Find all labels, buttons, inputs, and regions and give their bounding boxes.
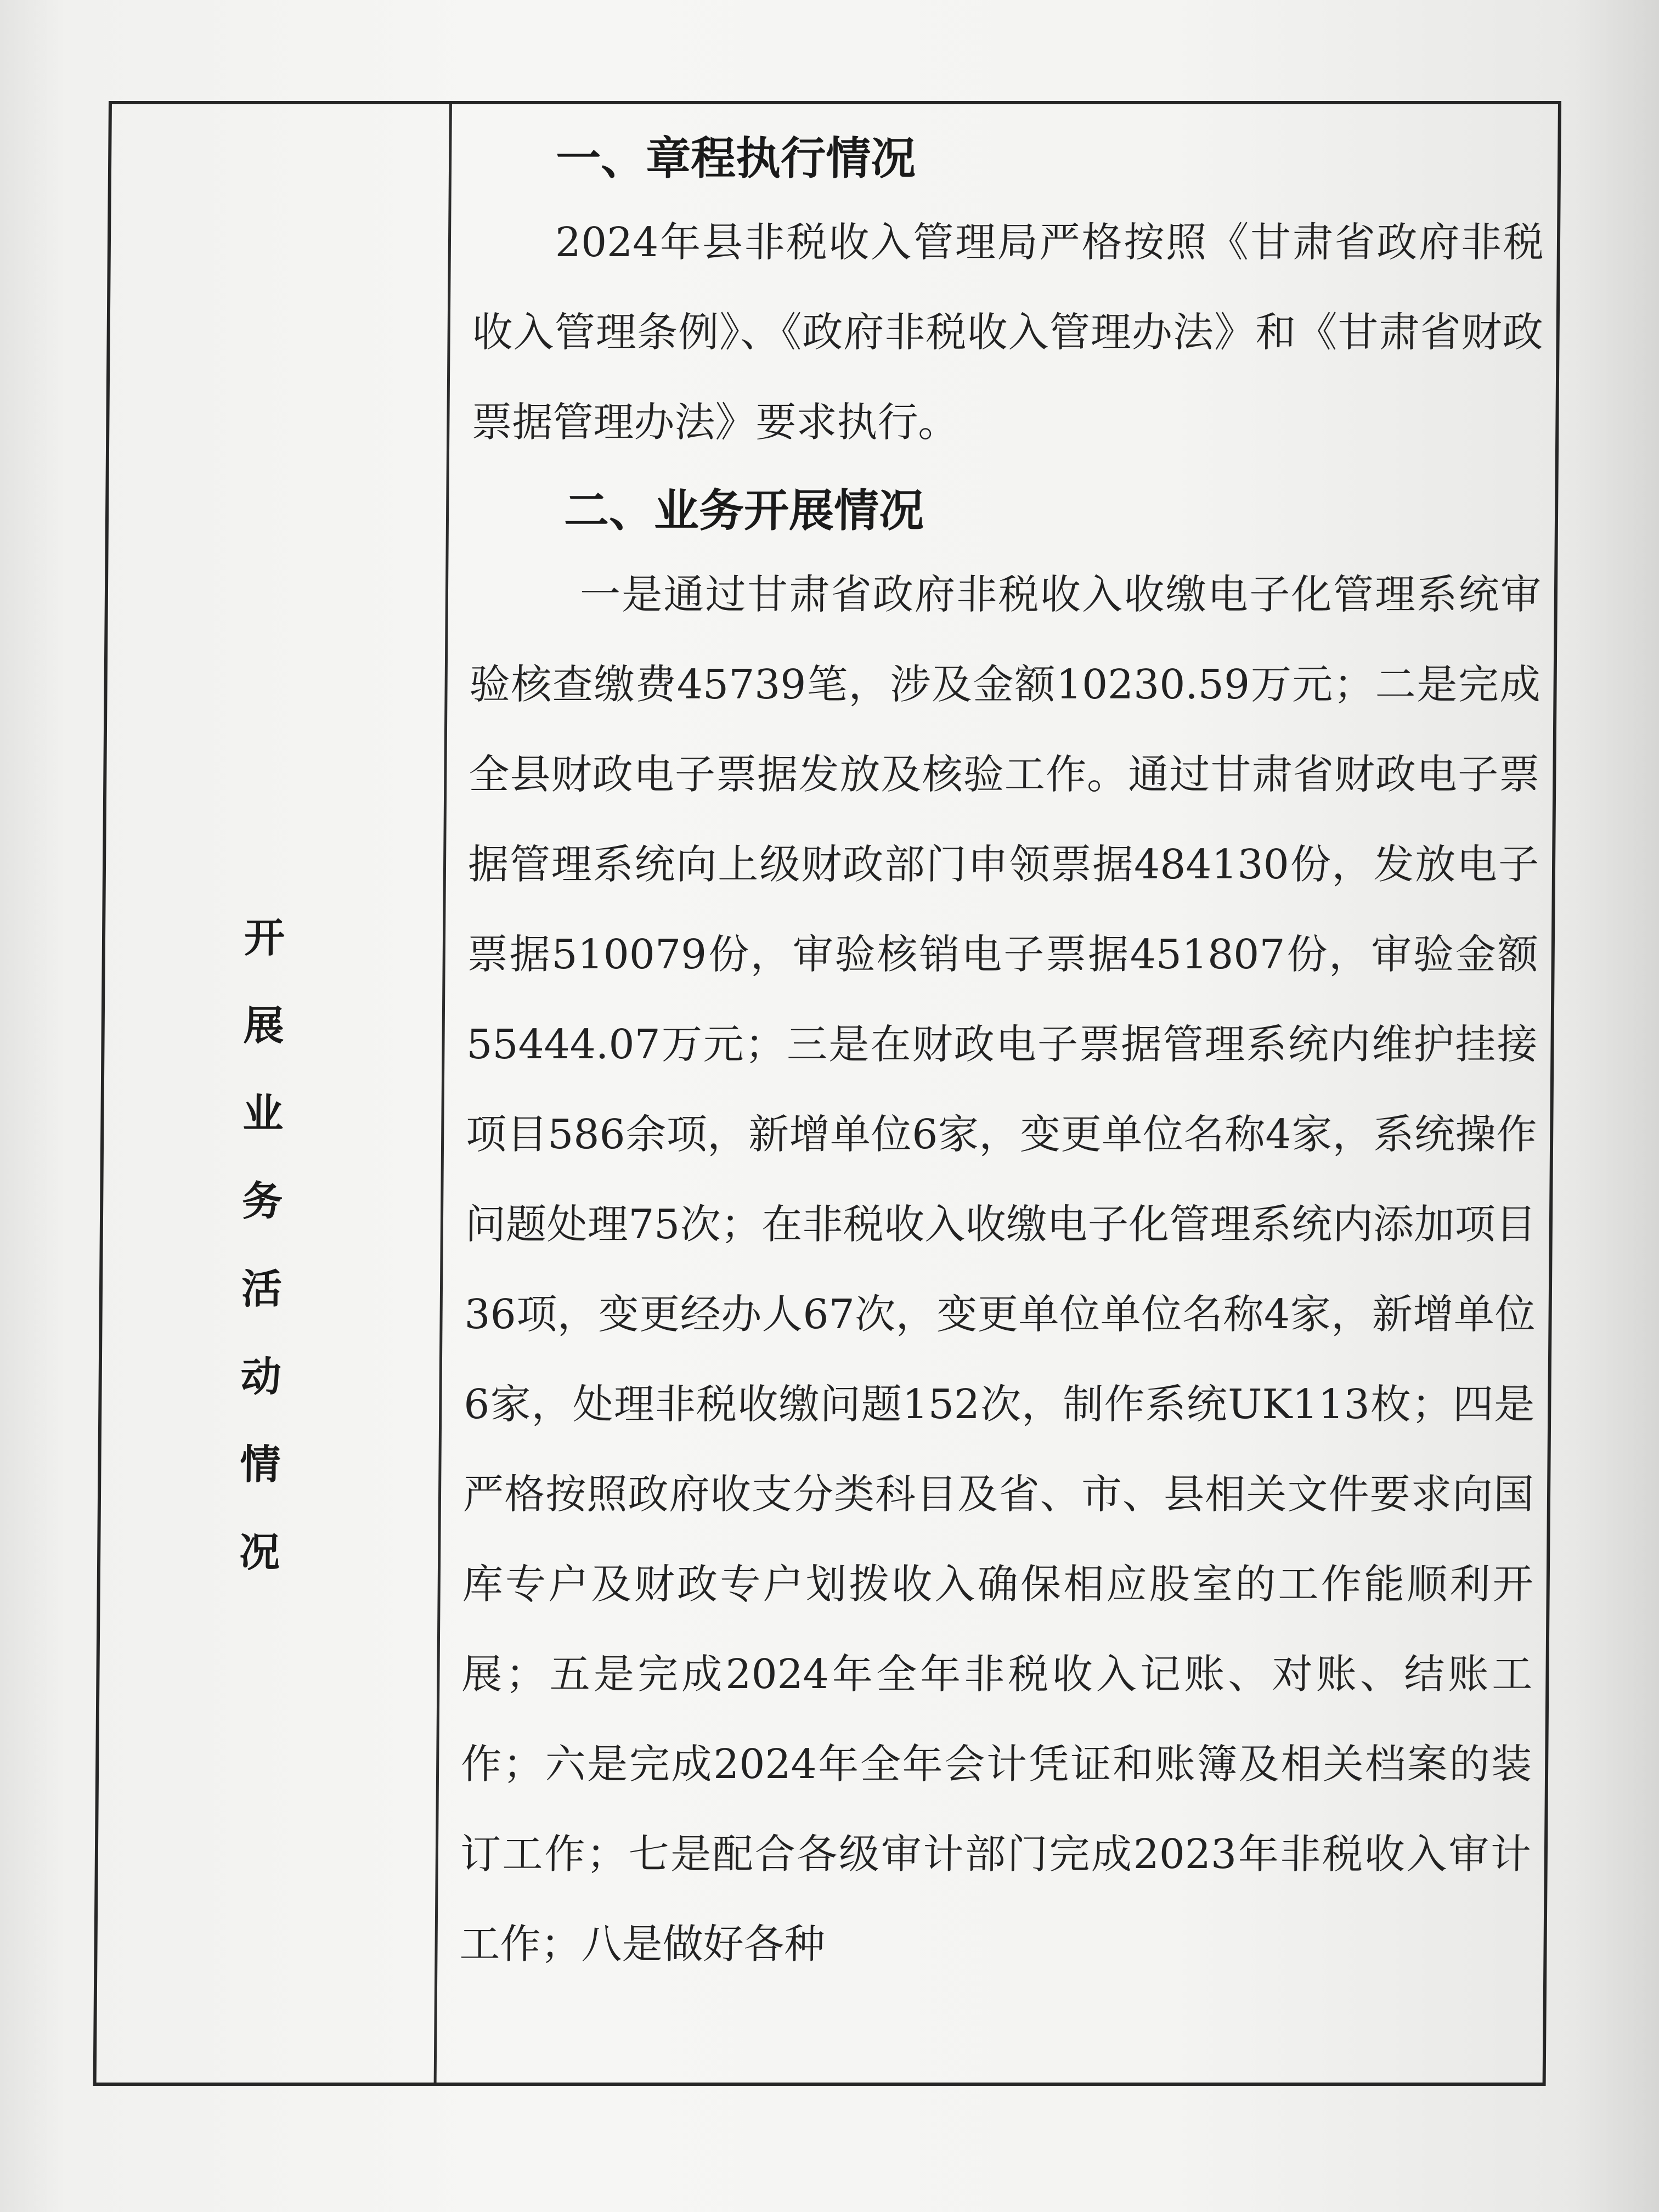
label-column bbox=[97, 104, 452, 2083]
page-shadow-left bbox=[0, 0, 66, 2212]
form-table bbox=[93, 101, 1561, 2086]
content-column bbox=[437, 104, 1558, 2083]
section-paragraph-charter: 2024年县非税收入管理局严格按照《甘肃省政府非税收入管理条例》、《政府非税收入管理办法》和《甘肃省财政票据管理办法》要求执行。 bbox=[471, 219, 1544, 446]
page-shadow-right bbox=[1571, 0, 1659, 2212]
label-char: 动 bbox=[240, 1353, 282, 1401]
vertical-label-activities bbox=[216, 894, 309, 1596]
label-char: 活 bbox=[241, 1266, 283, 1313]
section-heading-business: 二、业务开展情况 bbox=[563, 485, 924, 537]
section-heading-charter: 一、章程执行情况 bbox=[555, 133, 916, 185]
label-char: 开 bbox=[244, 915, 285, 962]
section-paragraph-business: 一是通过甘肃省政府非税收入收缴电子化管理系统审验核查缴费45739笔，涉及金额10230.59万元；二是完成全县财政电子票据发放及核验工作。通过甘肃省财政电子票据管理系统向上级财政部门申领票据484130份，发放电子票据510079份，审验核销电子票据451807份，审验金额55444.07万元；三是在财政电子票据管理系统内维护挂接项目586余项，新增单位6家，变更单位名称4家，系统操作问题处理75次；在非税收入收缴电子化管理系统内添加项目36项，变更经办人67次，变更单位单位名称4家，新增单位6家，处理非税收缴问题152次，制作系统UK113枚；四是严格按照政府收支分类科目及省、市、县相关文件要求向国库专户及财政专户划拨收入确保相应股室的工作能顺利开展；五是完成2024年全年非税收入记账、对账、结账工作；六是完成2024年全年会计凭证和账簿及相关档案的装订工作；七是配合各级审计部门完成2023年非税收入审计工作；八是做好各种 bbox=[459, 571, 1542, 1968]
label-char: 况 bbox=[239, 1529, 280, 1576]
label-char: 情 bbox=[240, 1441, 281, 1488]
label-char: 业 bbox=[242, 1090, 284, 1137]
label-char: 展 bbox=[243, 1002, 285, 1049]
label-char: 务 bbox=[241, 1178, 283, 1225]
